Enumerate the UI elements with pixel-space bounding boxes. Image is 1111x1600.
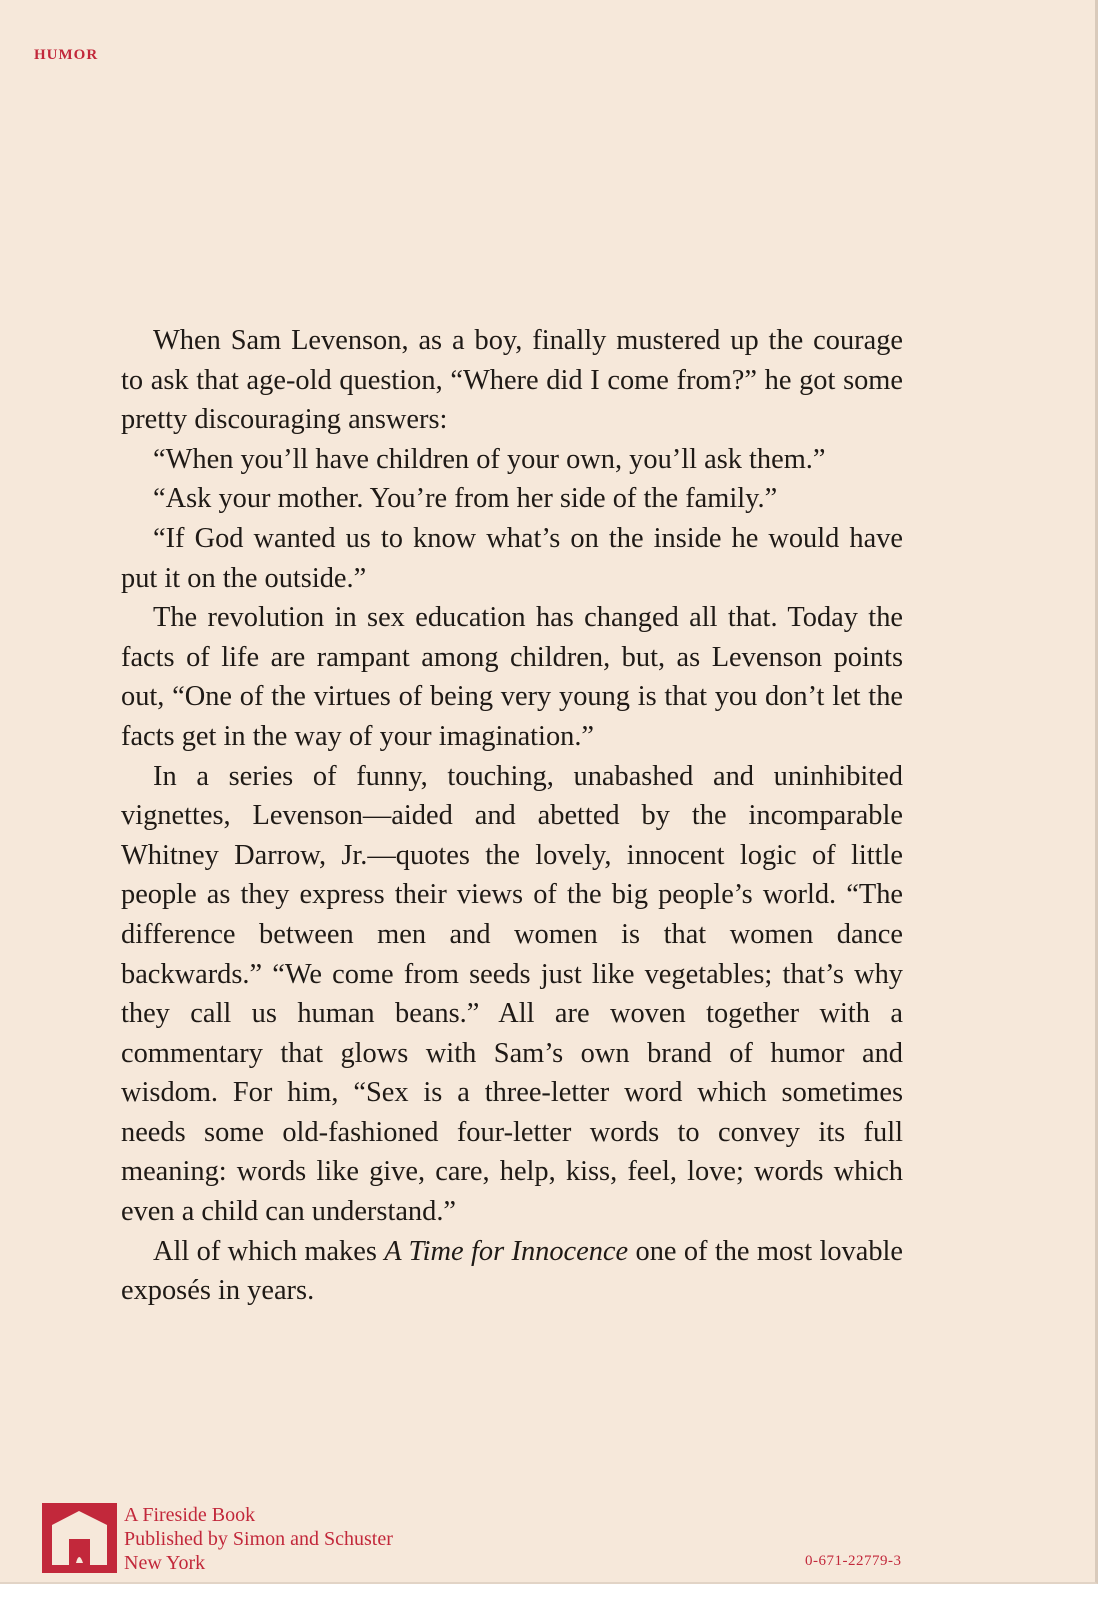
blurb-paragraph: “When you’ll have children of your own, you’ll ask them.”	[153, 443, 826, 475]
blurb-paragraph-final	[121, 1232, 903, 1311]
blurb-paragraph: When Sam Levenson, as a boy, finally mustered up the courage to ask that age-old question, “Where did I come from?” he got some pretty discouraging answers:	[121, 325, 903, 436]
blurb-paragraph: “Ask your mother. You’re from her side of the family.”	[153, 483, 778, 515]
category-label: HUMOR	[34, 47, 99, 63]
blurb-paragraph: The revolution in sex education has changed all that. Today the facts of life are rampant among children, but, as Levenson points out, “One of the virtues of being very young is that you don’t let the facts get in the way of your imagination.”	[121, 602, 903, 752]
imprint-line: A Fireside Book	[124, 1504, 256, 1526]
blurb-paragraph: “If God wanted us to know what’s on the inside he would have put it on the outside.”	[121, 522, 903, 594]
fireside-logo-icon	[42, 1503, 117, 1573]
blurb-paragraph: In a series of funny, touching, unabashed and uninhibited vignettes, Levenson—aided and abetted by the incomparable Whitney Darrow, Jr.—quotes the lovely, innocent logic of little people as they express their views of the big people’s world. “The difference between men and women is that women dance backwards.” “We come from seeds just like vegetables; that’s why they call us human beans.” All are woven together with a commentary that glows with Sam’s own brand of humor and wisdom. For him, “Sex is a three-letter word which sometimes needs some old-fashioned four-letter words to convey its full meaning: words like give, care, help, kiss, feel, love; words which even a child can understand.”	[121, 760, 903, 1228]
blurb-text	[121, 321, 903, 1311]
book-title: A Time for Innocence	[384, 1235, 629, 1267]
publisher-imprint	[124, 1503, 393, 1575]
city-line: New York	[124, 1552, 206, 1574]
publisher-line: Published by Simon and Schuster	[124, 1528, 393, 1550]
isbn-number: 0-671-22779-3	[805, 1553, 902, 1569]
blurb-text-before-title: All of which makes	[153, 1235, 385, 1267]
blurb-text-after-title: one of the most lovable exposés in years.	[121, 1235, 904, 1307]
